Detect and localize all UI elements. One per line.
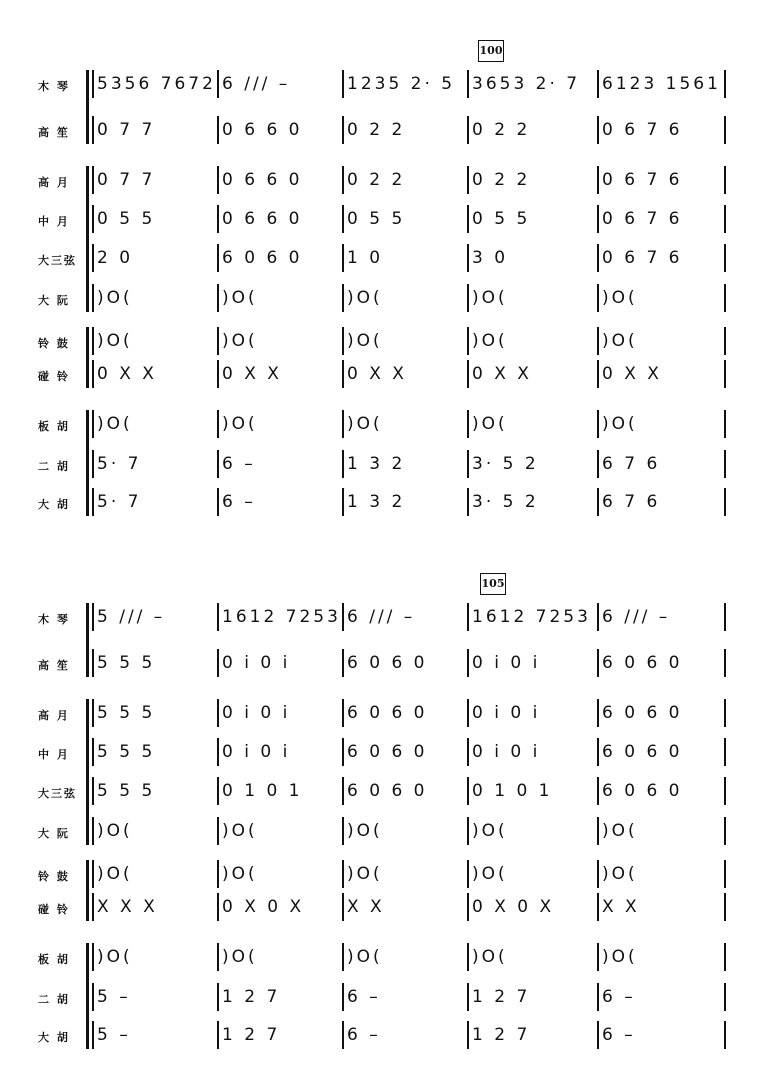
measure-notes: 6 0 6 0 — [222, 248, 303, 268]
measure-notes: X X — [347, 897, 385, 917]
barline — [217, 488, 219, 516]
barline — [217, 603, 219, 631]
measure-notes: )O( — [472, 821, 508, 841]
measure-notes: )O( — [472, 414, 508, 434]
measure-notes: 1 2 7 — [472, 987, 531, 1007]
instrument-label: 二 胡 — [38, 993, 70, 1006]
measure-notes: 6 – — [347, 987, 381, 1007]
measure-notes: 0 i 0 i — [472, 742, 541, 762]
instrument-label: 木 琴 — [38, 613, 70, 626]
barline — [342, 116, 344, 144]
instrument-label: 大 胡 — [38, 498, 70, 511]
measure-notes: )O( — [472, 288, 508, 308]
measure-notes: 3· 5 2 — [472, 454, 539, 474]
instrument-label: 大 胡 — [38, 1031, 70, 1044]
barline — [342, 166, 344, 194]
measure-notes: )O( — [97, 331, 133, 351]
barline — [342, 777, 344, 805]
measure-notes: 0 i 0 i — [222, 703, 291, 723]
barline — [217, 649, 219, 677]
instrument-label: 大三弦 — [38, 787, 77, 800]
measure-notes: 6 0 6 0 — [347, 742, 428, 762]
measure-notes: X X X — [97, 897, 158, 917]
measure-notes: 5 – — [97, 987, 131, 1007]
barline — [217, 327, 219, 355]
barline — [597, 244, 599, 272]
measure-notes: )O( — [602, 288, 638, 308]
instrument-label: 中 月 — [38, 215, 70, 228]
measure-notes: 0 X X — [97, 364, 157, 384]
barline — [217, 1021, 219, 1049]
measure-notes: 0 6 7 6 — [602, 248, 683, 268]
barline — [467, 777, 469, 805]
measure-notes: )O( — [222, 331, 258, 351]
barline — [217, 983, 219, 1011]
instrument-label: 木 琴 — [38, 80, 70, 93]
barline — [597, 777, 599, 805]
measure-notes: 6 7 6 — [602, 492, 661, 512]
measure-notes: 6 – — [602, 1025, 636, 1045]
measure-notes: )O( — [97, 288, 133, 308]
measure-notes: 0 1 0 1 — [222, 781, 303, 801]
measure-notes: 0 6 6 0 — [222, 170, 303, 190]
instrument-label: 板 胡 — [38, 420, 70, 433]
measure-notes: 5356 7672 — [97, 74, 216, 94]
barline — [467, 327, 469, 355]
group-bracket — [86, 166, 95, 312]
measure-notes: 6 – — [222, 454, 256, 474]
group-bracket — [86, 603, 95, 677]
instrument-label: 高 月 — [38, 709, 70, 722]
score-system — [0, 44, 772, 532]
measure-notes: 1612 7253 — [222, 607, 341, 627]
measure-notes: 6 /// – — [222, 74, 291, 94]
rehearsal-mark: 105 — [480, 573, 506, 595]
measure-notes: 0 5 5 — [472, 209, 531, 229]
measure-notes: 3 0 — [472, 248, 509, 268]
barline — [467, 410, 469, 438]
barline — [597, 649, 599, 677]
measure-notes: 1612 7253 — [472, 607, 591, 627]
measure-notes: 5 – — [97, 1025, 131, 1045]
barline — [342, 817, 344, 845]
barline — [724, 205, 726, 233]
measure-notes: 3653 2· 7 — [472, 74, 581, 94]
score-system — [0, 577, 772, 1065]
measure-notes: 0 X 0 X — [472, 897, 555, 917]
barline — [217, 410, 219, 438]
measure-notes: 0 X X — [472, 364, 532, 384]
barline — [342, 738, 344, 766]
measure-notes: )O( — [222, 864, 258, 884]
barline — [217, 893, 219, 921]
barline — [342, 893, 344, 921]
measure-notes: 0 2 2 — [347, 120, 406, 140]
measure-notes: 6123 1561 — [602, 74, 721, 94]
barline — [217, 738, 219, 766]
barline — [467, 860, 469, 888]
measure-notes: )O( — [602, 414, 638, 434]
barline — [597, 327, 599, 355]
barline — [217, 70, 219, 98]
barline — [597, 893, 599, 921]
barline — [342, 860, 344, 888]
barline — [217, 205, 219, 233]
instrument-label: 板 胡 — [38, 953, 70, 966]
measure-notes: 6 – — [222, 492, 256, 512]
group-bracket — [86, 70, 95, 144]
barline — [217, 860, 219, 888]
barline — [467, 943, 469, 971]
measure-notes: 6 0 6 0 — [602, 781, 683, 801]
measure-notes: 6 /// – — [347, 607, 416, 627]
measure-notes: 1 3 2 — [347, 492, 406, 512]
measure-notes: )O( — [602, 947, 638, 967]
barline — [724, 649, 726, 677]
barline — [724, 603, 726, 631]
measure-notes: 1 2 7 — [222, 987, 281, 1007]
barline — [342, 205, 344, 233]
barline — [467, 450, 469, 478]
barline — [217, 450, 219, 478]
measure-notes: )O( — [97, 821, 133, 841]
barline — [597, 943, 599, 971]
barline — [724, 360, 726, 388]
measure-notes: 0 7 7 — [97, 170, 156, 190]
barline — [342, 603, 344, 631]
measure-notes: )O( — [97, 864, 133, 884]
instrument-label: 高 笙 — [38, 126, 70, 139]
measure-notes: 0 i 0 i — [472, 653, 541, 673]
instrument-label: 二 胡 — [38, 460, 70, 473]
instrument-label: 铃 鼓 — [38, 870, 70, 883]
group-bracket — [86, 860, 95, 921]
measure-notes: 0 2 2 — [472, 170, 531, 190]
barline — [342, 488, 344, 516]
measure-notes: 0 X 0 X — [222, 897, 305, 917]
measure-notes: 6 – — [602, 987, 636, 1007]
group-bracket — [86, 327, 95, 388]
barline — [217, 244, 219, 272]
measure-notes: 0 6 7 6 — [602, 209, 683, 229]
measure-notes: 6 0 6 0 — [347, 781, 428, 801]
measure-notes: )O( — [347, 288, 383, 308]
measure-notes: 5 5 5 — [97, 653, 156, 673]
barline — [217, 284, 219, 312]
instrument-label: 大三弦 — [38, 254, 77, 267]
measure-notes: )O( — [602, 331, 638, 351]
measure-notes: 1 2 7 — [472, 1025, 531, 1045]
instrument-label: 铃 鼓 — [38, 337, 70, 350]
measure-notes: 6 0 6 0 — [602, 742, 683, 762]
barline — [217, 699, 219, 727]
barline — [724, 699, 726, 727]
measure-notes: 6 0 6 0 — [347, 703, 428, 723]
measure-notes: 0 X X — [602, 364, 662, 384]
measure-notes: 0 2 2 — [472, 120, 531, 140]
measure-notes: 0 6 7 6 — [602, 120, 683, 140]
barline — [467, 284, 469, 312]
barline — [342, 244, 344, 272]
barline — [724, 244, 726, 272]
measure-notes: )O( — [472, 864, 508, 884]
barline — [597, 360, 599, 388]
measure-notes: 0 i 0 i — [222, 653, 291, 673]
measure-notes: 6 0 6 0 — [602, 703, 683, 723]
measure-notes: 0 2 2 — [347, 170, 406, 190]
measure-notes: )O( — [602, 821, 638, 841]
barline — [467, 488, 469, 516]
measure-notes: 5· 7 — [97, 492, 142, 512]
barline — [597, 450, 599, 478]
barline — [724, 450, 726, 478]
barline — [597, 488, 599, 516]
barline — [342, 699, 344, 727]
barline — [597, 817, 599, 845]
barline — [467, 983, 469, 1011]
barline — [724, 777, 726, 805]
barline — [467, 70, 469, 98]
barline — [342, 450, 344, 478]
barline — [724, 983, 726, 1011]
measure-notes: 0 7 7 — [97, 120, 156, 140]
measure-notes: 0 6 7 6 — [602, 170, 683, 190]
group-bracket — [86, 699, 95, 845]
barline — [342, 284, 344, 312]
barline — [467, 893, 469, 921]
measure-notes: 6 7 6 — [602, 454, 661, 474]
measure-notes: 5 5 5 — [97, 781, 156, 801]
barline — [467, 1021, 469, 1049]
measure-notes: )O( — [602, 864, 638, 884]
measure-notes: )O( — [97, 947, 133, 967]
barline — [724, 860, 726, 888]
barline — [724, 70, 726, 98]
barline — [467, 116, 469, 144]
barline — [724, 116, 726, 144]
barline — [724, 817, 726, 845]
measure-notes: 0 i 0 i — [472, 703, 541, 723]
barline — [467, 166, 469, 194]
barline — [597, 410, 599, 438]
rehearsal-mark: 100 — [478, 40, 504, 62]
barline — [217, 777, 219, 805]
instrument-label: 大 阮 — [38, 294, 70, 307]
measure-notes: 0 5 5 — [97, 209, 156, 229]
barline — [467, 649, 469, 677]
measure-notes: )O( — [222, 947, 258, 967]
barline — [467, 699, 469, 727]
barline — [597, 205, 599, 233]
measure-notes: 0 6 6 0 — [222, 209, 303, 229]
measure-notes: 1235 2· 5 — [347, 74, 456, 94]
measure-notes: 6 – — [347, 1025, 381, 1045]
measure-notes: 5 5 5 — [97, 742, 156, 762]
measure-notes: 0 1 0 1 — [472, 781, 553, 801]
barline — [724, 738, 726, 766]
barline — [467, 817, 469, 845]
measure-notes: 1 2 7 — [222, 1025, 281, 1045]
measure-notes: 0 X X — [222, 364, 282, 384]
barline — [724, 327, 726, 355]
group-bracket — [86, 943, 95, 1049]
barline — [597, 166, 599, 194]
barline — [724, 284, 726, 312]
barline — [597, 284, 599, 312]
barline — [467, 244, 469, 272]
measure-notes: )O( — [222, 288, 258, 308]
barline — [467, 738, 469, 766]
barline — [467, 360, 469, 388]
barline — [342, 943, 344, 971]
barline — [597, 860, 599, 888]
measure-notes: 6 0 6 0 — [602, 653, 683, 673]
measure-notes: 0 6 6 0 — [222, 120, 303, 140]
measure-notes: )O( — [347, 947, 383, 967]
measure-notes: 5· 7 — [97, 454, 142, 474]
barline — [597, 116, 599, 144]
barline — [597, 738, 599, 766]
measure-notes: 0 5 5 — [347, 209, 406, 229]
measure-notes: 6 0 6 0 — [347, 653, 428, 673]
barline — [217, 360, 219, 388]
barline — [597, 603, 599, 631]
barline — [724, 166, 726, 194]
barline — [597, 70, 599, 98]
measure-notes: )O( — [472, 947, 508, 967]
measure-notes: 3· 5 2 — [472, 492, 539, 512]
barline — [217, 116, 219, 144]
barline — [217, 817, 219, 845]
instrument-label: 碰 铃 — [38, 370, 70, 383]
measure-notes: )O( — [347, 331, 383, 351]
barline — [342, 983, 344, 1011]
barline — [342, 649, 344, 677]
measure-notes: X X — [602, 897, 640, 917]
barline — [342, 1021, 344, 1049]
barline — [342, 327, 344, 355]
measure-notes: 6 /// – — [602, 607, 671, 627]
instrument-label: 碰 铃 — [38, 903, 70, 916]
barline — [342, 410, 344, 438]
barline — [724, 410, 726, 438]
measure-notes: )O( — [347, 414, 383, 434]
instrument-label: 高 笙 — [38, 659, 70, 672]
barline — [724, 893, 726, 921]
measure-notes: 1 0 — [347, 248, 384, 268]
barline — [467, 603, 469, 631]
instrument-label: 高 月 — [38, 176, 70, 189]
instrument-label: 大 阮 — [38, 827, 70, 840]
barline — [724, 488, 726, 516]
measure-notes: 5 /// – — [97, 607, 166, 627]
measure-notes: 0 i 0 i — [222, 742, 291, 762]
barline — [724, 1021, 726, 1049]
barline — [597, 1021, 599, 1049]
measure-notes: 1 3 2 — [347, 454, 406, 474]
barline — [217, 166, 219, 194]
group-bracket — [86, 410, 95, 516]
barline — [467, 205, 469, 233]
barline — [217, 943, 219, 971]
measure-notes: 0 X X — [347, 364, 407, 384]
measure-notes: )O( — [347, 821, 383, 841]
measure-notes: )O( — [222, 821, 258, 841]
barline — [597, 983, 599, 1011]
measure-notes: 2 0 — [97, 248, 134, 268]
barline — [342, 70, 344, 98]
measure-notes: )O( — [222, 414, 258, 434]
measure-notes: )O( — [97, 414, 133, 434]
instrument-label: 中 月 — [38, 748, 70, 761]
barline — [724, 943, 726, 971]
measure-notes: )O( — [472, 331, 508, 351]
measure-notes: 5 5 5 — [97, 703, 156, 723]
barline — [597, 699, 599, 727]
measure-notes: )O( — [347, 864, 383, 884]
barline — [342, 360, 344, 388]
